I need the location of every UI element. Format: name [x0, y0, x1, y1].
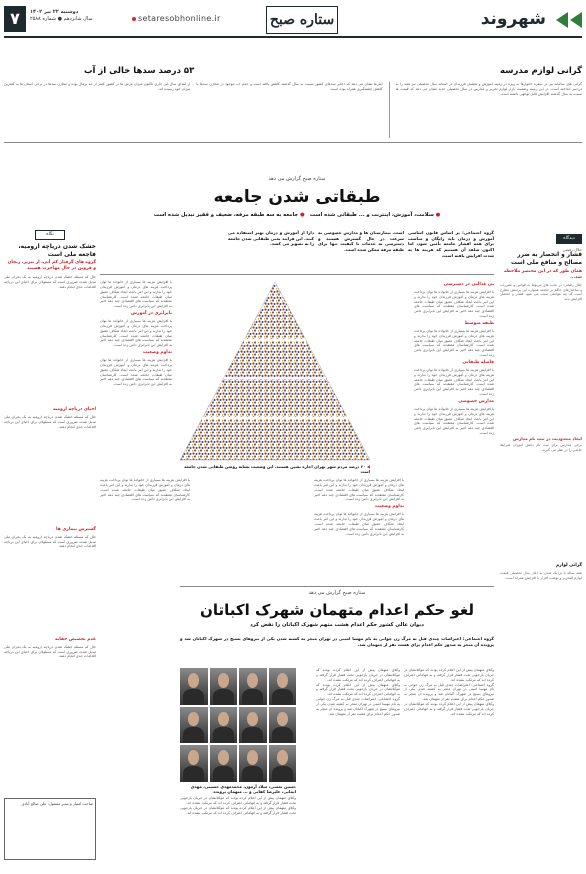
divider	[100, 274, 494, 275]
urmia-headline[interactable]: خشک شدن دریاچه ارومیه، فاجعه ملی است	[18, 243, 96, 258]
main-body-col: با افزایش هزینه ها بسیاری از خانواده ها توان پرداخت هزینه های درمان و آموزش فرزندان خود را ندارند و این امر باعث ایجاد شکاف عمیق میان طبقات جامعه شده است. کارشناسان معتقدند که سیاست های اقتصادی چند دهه اخیر به افزایش این نابرابری دامن زده است.	[100, 478, 190, 502]
main-subheadline: ● سلامت، آموزش، اینترنت و ... طبقاتی شده است ● جامعه به سه طبقه مرفه، ضعیف و فقیر تبدیل شده است	[153, 212, 441, 218]
left-column	[4, 148, 96, 868]
opinion-tag: دیدگاه	[556, 234, 582, 244]
note-block	[4, 230, 96, 725]
masthead-box: صاحب امتیاز و مدیر مسئول: علی صالح آبادی	[4, 798, 96, 860]
bottom-body-col: وکلای متهمان پیش از این اعلام کرده بودند که موکلانشان در جریان بازجویی تحت فشار قرار گرفته و به اتهاماتی اعتراف کرده اند که مرتکب نشده اند. وکلای متهمان پیش از این اعلام کرده بودند که موکلانشان در جریان بازجویی تحت فشار قرار گرفته و به اتهاماتی اعتراف کرده اند که مرتکب نشده اند. گروه اجتماعی: اعتراضات چندی قبل به مرگ زن جوانی به نام مهسا امینی در تهران منجر به کشته شدن یکی از نیروهای بسیج در شهرک اکباتان شد و پرونده آن منجر به صدور حکم اعدام برای هشت نفر از متهمان شد.	[316, 668, 400, 716]
defendant-photo	[269, 745, 297, 782]
divider	[180, 586, 494, 587]
bottom-lead: گروه اجتماعی: اعتراضات چندی قبل به مرگ زن جوانی به نام مهسا امینی در تهران منجر به کشته شدن یکی از نیروهای بسیج در شهرک اکباتان شد و پرونده آن منجر به صدور حکم اعدام برای هشت نفر از متهمان شد.	[180, 636, 494, 647]
image-caption: ◀ ۶۰ درصد مردم شهر تهران اجاره نشین هستند. این وضعیت نشانه روشن طبقاتی شدن جامعه است	[184, 464, 370, 475]
main-body-col: با افزایش هزینه ها بسیاری از خانواده ها توان پرداخت هزینه های درمان و آموزش فرزندان خود را ندارند و این امر باعث ایجاد شکاف عمیق میان طبقات جامعه شده است. کارشناسان معتقدند که سیاست های اقتصادی چند دهه اخیر به افزایش این نابرابری دامن زده است. نابرابری در آموزش با افزایش هزینه ها بسیاری از خانواده ها توان پرداخت هزینه های درمان و آموزش فرزندان خود را ندارند و این امر باعث ایجاد شکاف عمیق میان طبقات جامعه شده است. کارشناسان معتقدند که سیاست های اقتصادی چند دهه اخیر به افزایش این نابرابری دامن زده است. تداوم وضعیت با افزایش هزینه ها بسیاری از خانواده ها توان پرداخت هزینه های درمان و آموزش فرزندان خود را ندارند و این امر باعث ایجاد شکاف عمیق میان طبقات جامعه شده است. کارشناسان معتقدند که سیاست های اقتصادی چند دهه اخیر به افزایش این نابرابری دامن زده است.	[100, 280, 172, 387]
article-text: برخی مدارس برای ثبت نام دانش آموزان شرایط خاصی را در نظر می گیرند.	[500, 443, 582, 453]
bottom-headline[interactable]: لغو حکم اعدام متهمان شهرک اکباتان	[200, 601, 474, 619]
subhead: ایجاد محدودیت در ثبت نام مدارس	[513, 435, 582, 441]
defendant-photo	[180, 707, 208, 744]
defendant-photo	[180, 668, 208, 705]
bottom-subheadline: دیوان عالی کشور حکم اعدام هشت متهم شهرک اکباتان را نقض کرد	[250, 622, 424, 628]
headline-dams[interactable]: ۵۳ درصد سدها خالی از آب	[84, 66, 195, 76]
top-headlines	[4, 66, 582, 80]
urmia-subhead: گروه های گرفتار کم آبی، از تبریز، زنجان و قزوین در حال مهاجرت هستند	[7, 260, 96, 271]
article-text: حال که مسئله خشک شدن دریاچه ارومیه به یک بحران ملی تبدیل شده، ضروری است که مسئولان برای احیای این دریاچه اقدامات جدی انجام دهند.	[4, 414, 96, 429]
defendant-photo	[210, 745, 238, 782]
article-text: آمارها نشان می دهد که ذخایر سدهای کشور نسبت به سال گذشته کاهش یافته است و حجم آب موجود در مخازن سدها با کاهش چشمگیری همراه بوده است.	[196, 82, 383, 91]
article-text: حال که مسئله خشک شدن دریاچه ارومیه به یک بحران ملی تبدیل شده، ضروری است که مسئولان برای احیای این دریاچه اقدامات جدی انجام دهند.	[4, 644, 96, 659]
issue-number: سال شانزدهم ● شماره ۲۵۸۸	[30, 15, 93, 22]
defendant-photo	[180, 745, 208, 782]
bottom-body-col: وکلای متهمان پیش از این اعلام کرده بودند که موکلانشان در جریان بازجویی تحت فشار قرار گرفته و به اتهاماتی اعتراف کرده اند که مرتکب نشده اند. وکلای متهمان پیش از این اعلام کرده بودند که موکلانشان در جریان بازجویی تحت فشار قرار گرفته و به اتهاماتی اعتراف کرده اند که مرتکب نشده اند.	[180, 796, 296, 815]
main-body-col: با افزایش هزینه ها بسیاری از خانواده ها توان پرداخت هزینه های درمان و آموزش فرزندان خود را ندارند و این امر باعث ایجاد شکاف عمیق میان طبقات جامعه شده است. کارشناسان معتقدند که سیاست های اقتصادی چند دهه اخیر به افزایش این نابرابری دامن زده است. تداوم وضعیت با افزایش هزینه ها بسیاری از خانواده ها توان پرداخت هزینه های درمان و آموزش فرزندان خود را ندارند و این امر باعث ایجاد شکاف عمیق میان طبقات جامعه شده است. کارشناسان معتقدند که سیاست های اقتصادی چند دهه اخیر به افزایش این نابرابری دامن زده است.	[314, 478, 404, 536]
note-tag: نگاه	[35, 230, 65, 240]
opinion-headline[interactable]: فشار و انحصار به ضرر مصالح و منافع ملی است	[510, 252, 582, 266]
chevron-left-icon	[552, 12, 582, 28]
bottom-body-col: وکلای متهمان پیش از این اعلام کرده بودند که موکلانشان در جریان بازجویی تحت فشار قرار گرفته و به اتهاماتی اعتراف کرده اند که مرتکب نشده اند. گروه اجتماعی: اعتراضات چندی قبل به مرگ زن جوانی به نام مهسا امینی در تهران منجر به کشته شدن یکی از نیروهای بسیج در شهرک اکباتان شد و پرونده آن منجر به صدور حکم اعدام برای هشت نفر از متهمان شد. وکلای متهمان پیش از این اعلام کرده بودند که موکلانشان در جریان بازجویی تحت فشار قرار گرفته و به اتهاماتی اعتراف کرده اند که مرتکب نشده اند.	[404, 668, 494, 716]
issue-date: دوشنبه ۲۲ تیر ۱۴۰۲	[30, 9, 79, 15]
header-divider	[4, 36, 582, 38]
defendant-photo	[210, 668, 238, 705]
subhead: احیای دریاچه ارومیه	[52, 406, 96, 412]
article-text: حال که مسئله خشک شدن دریاچه ارومیه به یک بحران ملی تبدیل شده، ضروری است که مسئولان برای احیای این دریاچه اقدامات جدی انجام دهند.	[4, 534, 96, 549]
subhead: گسترش بیماری ها	[56, 526, 96, 532]
site-url[interactable]: setaresobhonline.ir	[132, 14, 221, 25]
defendant-photo	[239, 745, 267, 782]
issue-meta	[30, 9, 93, 23]
main-lead-right: گروه اجتماعی: بر اساس قانون اساسی آموزش و درمان باید رایگان و مناسب برای همه اقشار جامعه تأمین شود، اما اکنون شاهد آن هستیم که هزینه ها به شدت افزایش یافته است.	[408, 230, 494, 258]
article-text: همه ساله با نزدیک شدن به آغاز سال تحصیلی قیمت لوازم التحریر و نوشت افزار با افزایش همراه است.	[500, 571, 582, 581]
bottom-supertitle: ستاره صبح گزارش می دهد	[308, 590, 366, 596]
article-text: حال که مسئله خشک شدن دریاچه ارومیه به یک بحران ملی تبدیل شده، ضروری است که مسئولان برای احیای این دریاچه اقدامات جدی انجام دهند.	[4, 274, 96, 289]
defendant-photo	[239, 707, 267, 744]
subhead: گرانی لوازم	[555, 563, 582, 569]
newspaper-logo: ستاره صبح	[266, 6, 338, 34]
opinion-subhead: همان طور که در این مختصر ملاحظه شد...	[504, 268, 582, 280]
subhead: عدم تخصیص حقابه	[54, 636, 96, 642]
defendant-photo	[269, 707, 297, 744]
divider	[389, 82, 390, 138]
main-lead-left: دارا از آموزش و درمان بهتر استفاده می کنند. این فرایند یعنی طبقاتی شدن جامعه را به تصویر می کشد.	[228, 230, 314, 247]
main-body-col: بی عدالتی در دسترسی با افزایش هزینه ها بسیاری از خانواده ها توان پرداخت هزینه های درمان و آموزش فرزندان خود را ندارند و این امر باعث ایجاد شکاف عمیق میان طبقات جامعه شده است. کارشناسان معتقدند که سیاست های اقتصادی چند دهه اخیر به افزایش این نابرابری دامن زده است. طبقه متوسط با افزایش هزینه ها بسیاری از خانواده ها توان پرداخت هزینه های درمان و آموزش فرزندان خود را ندارند و این امر باعث ایجاد شکاف عمیق میان طبقات جامعه شده است. کارشناسان معتقدند که سیاست های اقتصادی چند دهه اخیر به افزایش این نابرابری دامن زده است. فاصله طبقاتی با افزایش هزینه ها بسیاری از خانواده ها توان پرداخت هزینه های درمان و آموزش فرزندان خود را ندارند و این امر باعث ایجاد شکاف عمیق میان طبقات جامعه شده است. کارشناسان معتقدند که سیاست های اقتصادی چند دهه اخیر به افزایش این نابرابری دامن زده است. مدارس خصوصی با افزایش هزینه ها بسیاری از خانواده ها توان پرداخت هزینه های درمان و آموزش فرزندان خود را ندارند و این امر باعث ایجاد شکاف عمیق میان طبقات جامعه شده است. کارشناسان معتقدند که سیاست های اقتصادی چند دهه اخیر به افزایش این نابرابری دامن زده است.	[414, 282, 494, 436]
top-articles	[4, 82, 582, 138]
opinion-text: جلال رفیعی: در بحث های مربوط به قوانین و مقررات و ساختارهای حاکم بر جامعه همواره این پرسش مطرح است که چه عواملی سبب می شود فشار و انحصار افزایش یابد.	[500, 282, 582, 302]
image-caption: حسین نعمتی، میلاد آرمون، محمدمهدی حسینی، مهدی ایمانی، علیرضا کفایی و ... متهمان پرونده	[190, 784, 296, 795]
defendant-photo	[210, 707, 238, 744]
crowd-pyramid-illustration	[174, 278, 376, 463]
main-headline[interactable]: طبقاتی شدن جامعه	[213, 187, 381, 207]
page-number: ۷	[4, 6, 26, 32]
main-supertitle: ستاره صبح گزارش می دهد	[268, 176, 326, 182]
defendant-photo	[269, 668, 297, 705]
bullet-icon	[132, 17, 136, 21]
opinion-block	[500, 234, 582, 691]
defendants-photo-grid	[180, 668, 296, 782]
article-text: از ابتدای سال آبی جاری تاکنون میزان بارش ها در کشور کمتر از حد نرمال بوده و مخازن سدها در برخی استان ها به کمترین میزان خود رسیده اند.	[4, 82, 191, 91]
right-column	[500, 148, 582, 868]
main-lead-center: است. بیمارستان ها و مدارس خصوصی به سرعت در حال گسترش هستند و دسترسی به خدمات با کیفیت تنها برای طبقه مرفه ممکن شده است.	[318, 230, 404, 253]
headline-school-supplies[interactable]: گرانی لوازم مدرسه	[500, 66, 582, 76]
section-title: شهروند	[480, 9, 546, 29]
section-divider	[4, 142, 582, 143]
defendant-photo	[239, 668, 267, 705]
byline: جلال رفیعی	[562, 247, 582, 252]
page-header	[4, 6, 582, 48]
article-text: گرانی های سالیانه نیز در سفره خانوارها به ویژه در زمینه آموزش و تحصیل فرزندان در آستانه سال تحصیلی نیز همه را به دردسر انداخته است. در این زمینه وضعیت بازار لوازم تحریر و مدارس در سال تحصیلی جدید نشان می دهد که قیمت ها نسبت به سال گذشته افزایش قابل توجهی داشته است.	[395, 82, 582, 96]
